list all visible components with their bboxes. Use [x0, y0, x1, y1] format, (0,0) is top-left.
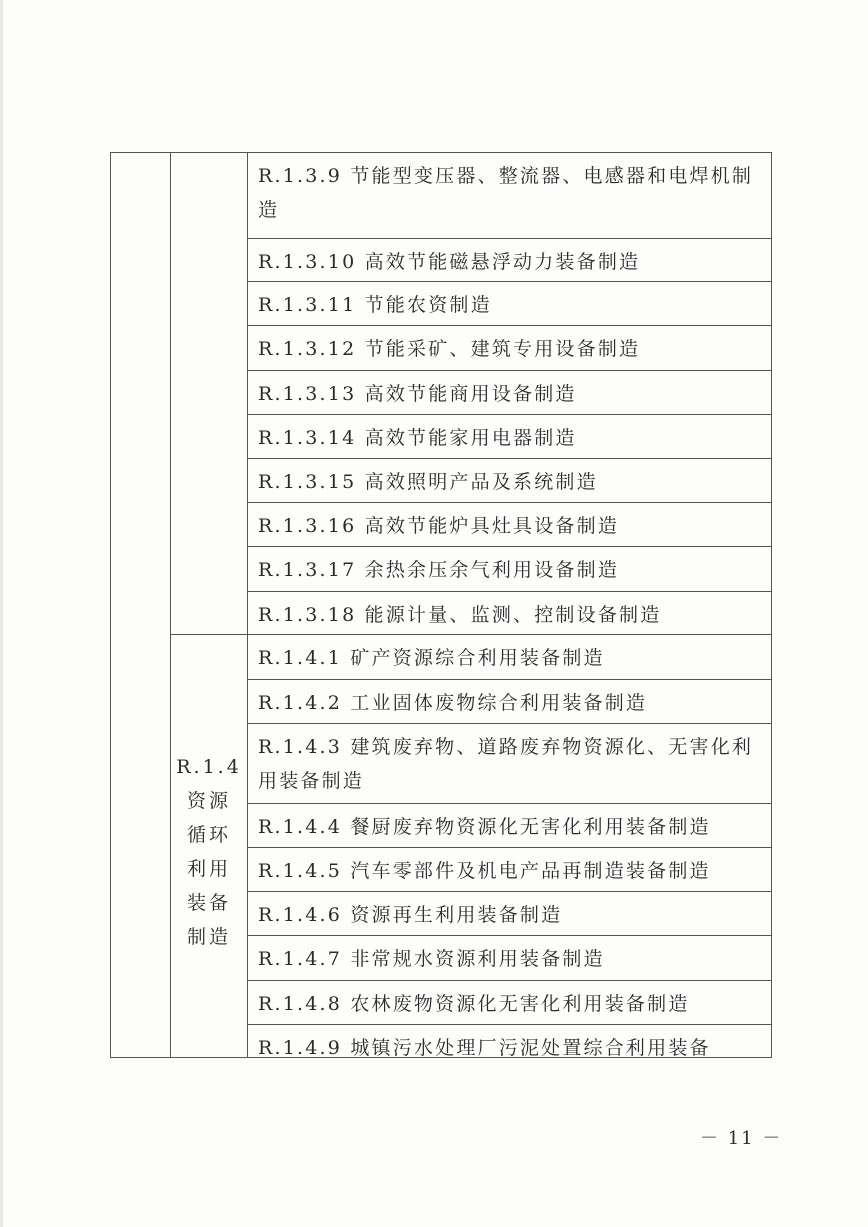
table-row: R.1.4.6 资源再生利用装备制造	[248, 891, 771, 935]
table-row: R.1.3.17 余热余压余气利用设备制造	[248, 546, 771, 591]
group-cell-r-1-4	[171, 634, 247, 1060]
table-row: R.1.3.13 高效节能商用设备制造	[248, 370, 771, 414]
table-row: R.1.3.10 高效节能磁悬浮动力装备制造	[248, 238, 771, 281]
group-label: R.1.4 资源 循环 利用 装备 制造	[176, 756, 242, 948]
table-row: R.1.4.9 城镇污水处理厂污泥处置综合利用装备	[248, 1024, 771, 1059]
table-row: R.1.4.5 汽车零部件及机电产品再制造装备制造	[248, 847, 771, 891]
table-row: R.1.4.8 农林废物资源化无害化利用装备制造	[248, 980, 771, 1024]
table-row: R.1.4.4 餐厨废弃物资源化无害化利用装备制造	[248, 803, 771, 847]
page-number: － 11 －	[700, 1128, 783, 1149]
table-row: R.1.4.3 建筑废弃物、道路废弃物资源化、无害化利用装备制造	[248, 723, 771, 803]
table-row: R.1.3.11 节能农资制造	[248, 281, 771, 325]
scan-edge	[0, 0, 3, 1227]
table-row: R.1.3.16 高效节能炉具灶具设备制造	[248, 502, 771, 546]
table-row: R.1.4.2 工业固体废物综合利用装备制造	[248, 679, 771, 723]
table-row: R.1.3.12 节能采矿、建筑专用设备制造	[248, 325, 771, 370]
table-row: R.1.3.18 能源计量、监测、控制设备制造	[248, 591, 771, 634]
table-row: R.1.3.9 节能型变压器、整流器、电感器和电焊机制造	[258, 165, 754, 221]
table-row: R.1.4.7 非常规水资源利用装备制造	[248, 935, 771, 980]
table-row: R.1.3.14 高效节能家用电器制造	[248, 414, 771, 458]
table-row: R.1.3.15 高效照明产品及系统制造	[248, 458, 771, 502]
table-row: R.1.4.1 矿产资源综合利用装备制造	[248, 634, 771, 679]
category-table	[110, 152, 772, 1058]
